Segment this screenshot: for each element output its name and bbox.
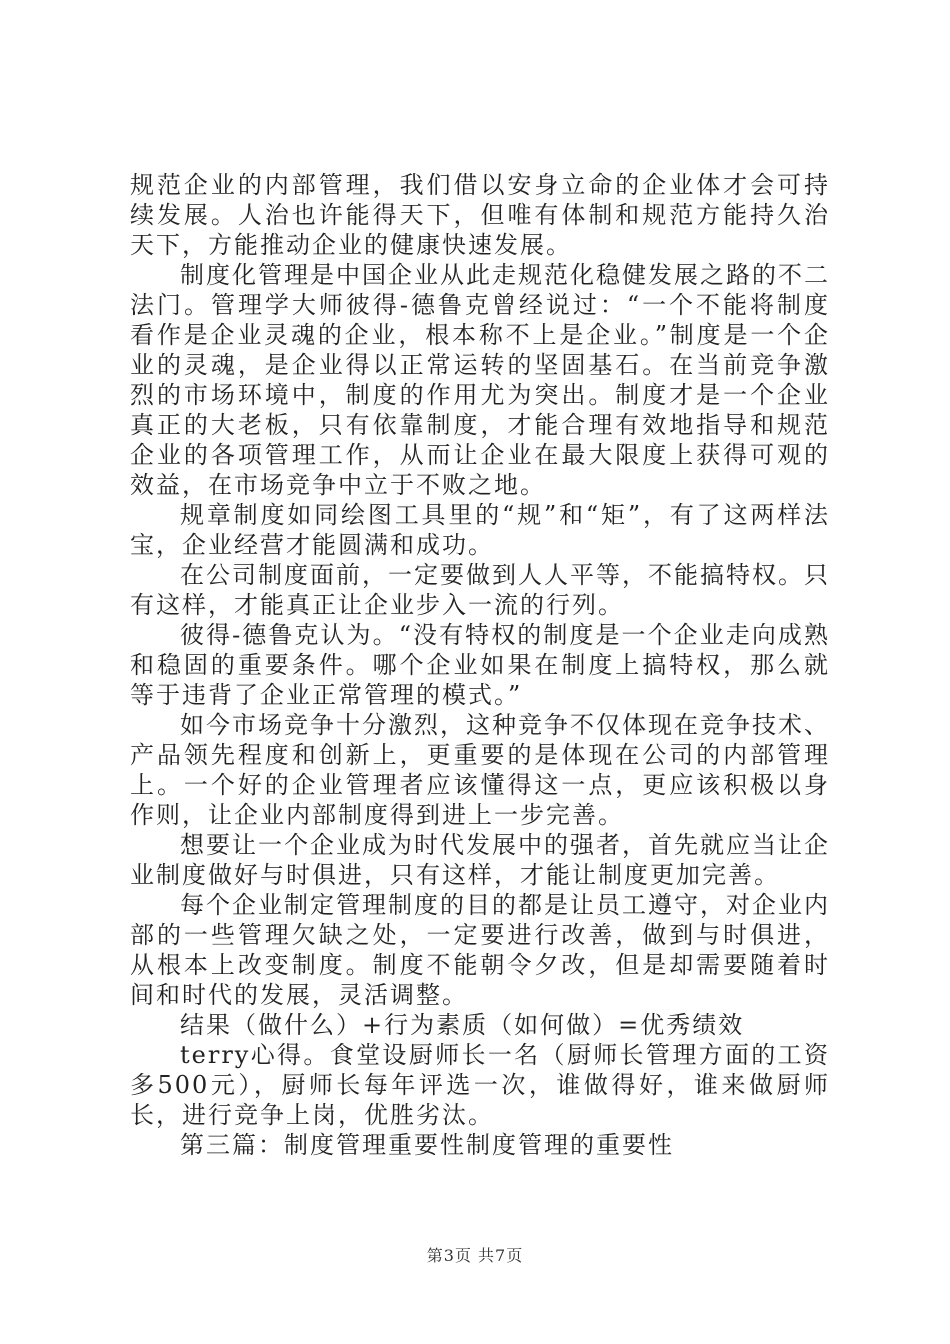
paragraph-5: 彼得-德鲁克认为。“没有特权的制度是一个企业走向成熟和稳固的重要条件。哪个企业如果在制度上搞特权，那么就等于违背了企业正常管理的模式。” [130,621,830,709]
paragraph-8: 每个企业制定管理制度的目的都是让员工遵守，对企业内部的一些管理欠缺之处，一定要进行改善，做到与时俱进，从根本上改变制度。制度不能朝令夕改，但是却需要随着时间和时代的发展，灵活调整。 [130,891,830,1009]
document-body [130,170,830,1160]
paragraph-1: 规范企业的内部管理，我们借以安身立命的企业体才会可持续发展。人治也许能得天下，但唯有体制和规范方能持久治天下，方能推动企业的健康快速发展。 [130,171,830,259]
paragraph-10: terry心得。食堂设厨师长一名（厨师长管理方面的工资多500元），厨师长每年评选一次，谁做得好，谁来做厨师长，进行竞争上岗，优胜劣汰。 [130,1041,830,1129]
paragraph-6: 如今市场竞争十分激烈，这种竞争不仅体现在竞争技术、产品领先程度和创新上，更重要的是体现在公司的内部管理上。一个好的企业管理者应该懂得这一点，更应该积极以身作则，让企业内部制度得到进上一步完善。 [130,711,830,829]
paragraph-3: 规章制度如同绘图工具里的“规”和“矩”，有了这两样法宝，企业经营才能圆满和成功。 [130,501,830,559]
section-heading: 第三篇：制度管理重要性制度管理的重要性 [180,1131,674,1159]
paragraph-2: 制度化管理是中国企业从此走规范化稳健发展之路的不二法门。管理学大师彼得-德鲁克曾经说过：“一个不能将制度看作是企业灵魂的企业，根本称不上是企业。”制度是一个企业的灵魂，是企业得以正常运转的坚固基石。在当前竞争激烈的市场环境中，制度的作用尤为突出。制度才是一个企业真正的大老板，只有依靠制度，才能合理有效地指导和规范企业的各项管理工作，从而让企业在最大限度上获得可观的效益，在市场竞争中立于不败之地。 [130,261,830,499]
paragraph-9: 结果（做什么）+行为素质（如何做）=优秀绩效 [180,1011,745,1039]
paragraph-7: 想要让一个企业成为时代发展中的强者，首先就应当让企业制度做好与时俱进，只有这样，才能让制度更加完善。 [130,831,830,889]
page-number-footer: 第3页 共7页 [426,1246,524,1265]
paragraph-4: 在公司制度面前，一定要做到人人平等，不能搞特权。只有这样，才能真正让企业步入一流的行列。 [130,561,830,619]
